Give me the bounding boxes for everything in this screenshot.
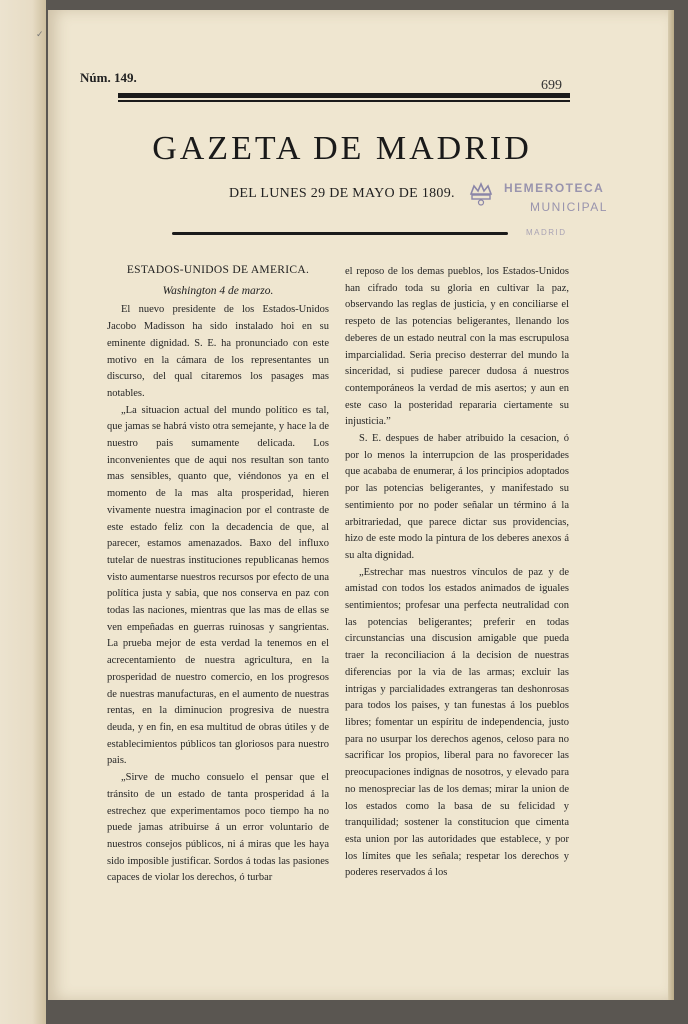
article-dateline: Washington 4 de marzo.	[162, 284, 274, 297]
paragraph: el reposo de los demas pueblos, los Estados-Unidos han cifrado toda su gloria en cultivar la paz, observando las reglas de justicia, y en conciliarse el respeto de las potencias beligerantes, llenando los deberes de un estado neutral con la mas escrupulosa imparcialidad. Seria preciso desterrar del mundo la sinceridad, si pudiese parecer dudosa á nuestros contemporáneos la verdad de mis asertos; y aun en este caso la posteridad repararia ciertamente su injusticia.”	[345, 266, 569, 428]
stamp-line-2: MUNICIPAL	[530, 200, 608, 214]
column-right	[345, 264, 569, 882]
paragraph: „Sirve de mucho consuelo el pensar que el tránsito de un estado de tanta prosperidad á la estrechez que experimentamos poco tiempo ha no puede jamas atribuirse á un error voluntario de nuestros consejos públicos, ni á miras que les haya sido imposible justificar. Sordos á todas las pasiones capaces de violar los derechos, ó turbar	[107, 772, 329, 884]
paragraph: „Estrechar mas nuestros vínculos de paz y de amistad con todos los estados animados de iguales sentimientos; profesar una perfecta neutralidad con las potencias beligerantes; preferir en todas circunstancias una discusion amigable que pueda traer la reconciliacion á la decision de nuestras diferencias por la via de las armas; excluir las intrigas y parcialidades extrangeras tan deshonrosas para todos los paises, y tan funestas á los pueblos libres; fomentar un espíritu de independencia, justo para no usurpar los derechos agenos, celoso para no sacrificar los propios, liberal para no favorecer las preocupaciones indignas de nosotros, y elevado para no menospreciar las de los demas; mirar la union de los estados como la basa de su felicidad y tranquilidad; sostener la constitucion que cimenta esta union por las autoridades que establece, y por los límites que les señala; respetar los derechos y poderes reservados á los	[345, 566, 569, 879]
margin-mark: ✓	[36, 30, 44, 40]
paragraph: S. E. despues de haber atribuido la cesacion, ó por lo menos la interrupcion de las prosperidades que acababa de enumerar, á los principios adoptados por las potencias beligerantes, y manifestado su sentimiento por no poder señalar un término á la arbitrariedad, que parece dictar sus providencias, hizo de este modo la pintura de los deberes anexos á su alta dignidad.	[345, 433, 569, 561]
article-heading: ESTADOS-UNIDOS DE AMERICA.	[126, 264, 310, 276]
stamp-line-3: MADRID	[526, 228, 567, 237]
stamp-line-1: HEMEROTECA	[504, 181, 605, 195]
paragraph: „La situacion actual del mundo político es tal, que jamas se habrá visto otra semejante, y hace la de nuestro pais sumamente delicada. Los inconvenientes que de aqui nos resultan son tanto mas sensibles, quanto que, viéndonos ya en el momento de la mas alta prosperidad, hieren vivamente nuestra imaginacion por el contraste de este estado feliz con la decadencia de que, al parecer, estamos amenazados. Baxo del influxo tutelar de nuestras instituciones republicanas hemos visto aumentarse nuestros recursos por efecto de una política justa y sabia, que nos conserva en paz con todas las naciones, mientras que las mas de ellas se ven empeñadas en guerras ruinosas y sangrientas. La prueba mejor de esta verdad la tenemos en el acrecentamiento de nuestra agricultura, en la prosperidad de nuestro comercio, en los progresos de nuestras manufacturas, en el aumento de nuestras rentas, en la diminucion progresiva de nuestra deuda, y en fin, en esa multitud de obras útiles y de establecimientos públicos tan gloriosos para nuestro pais.	[107, 404, 329, 767]
newspaper-title: GAZETA DE MADRID	[152, 130, 532, 167]
page-number: 699	[541, 78, 562, 93]
issue-date: DEL LUNES 29 DE MAYO DE 1809.	[229, 186, 455, 201]
issue-number: Núm. 149.	[80, 70, 137, 85]
top-rule-thin	[118, 100, 570, 102]
crown-icon	[468, 180, 494, 206]
facing-page-edge	[0, 0, 46, 1024]
column-left	[107, 262, 329, 887]
paragraph: El nuevo presidente de los Estados-Unidos Jacobo Madisson ha sido instalado hoi en su eminente dignidad. S. E. ha pronunciado con este motivo en la cámara de los representantes un discurso, del qual citaremos los pasages mas notables.	[107, 304, 329, 399]
page-edge	[668, 10, 674, 1000]
top-rule-thick	[118, 93, 570, 98]
title-rule	[172, 232, 508, 235]
